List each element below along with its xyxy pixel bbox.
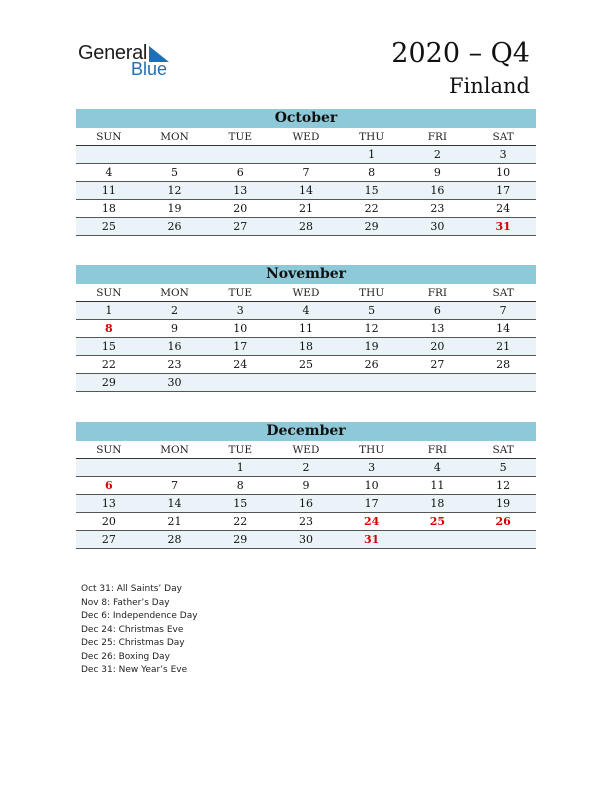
day-cell: 26 (339, 356, 405, 374)
day-cell: 30 (405, 218, 471, 236)
weekday-header: FRI (405, 284, 471, 302)
day-cell: 3 (339, 459, 405, 477)
day-cell: 19 (470, 495, 536, 513)
day-cell: 15 (339, 182, 405, 200)
month-name: October (76, 109, 536, 128)
brand-logo (78, 42, 188, 82)
month-grid (76, 284, 536, 392)
day-cell: 13 (207, 182, 273, 200)
empty-cell (405, 374, 471, 392)
weekday-header: TUE (207, 128, 273, 146)
day-cell: 3 (207, 302, 273, 320)
weekday-header: TUE (207, 284, 273, 302)
day-cell: 26 (142, 218, 208, 236)
day-cell: 4 (405, 459, 471, 477)
day-cell: 26 (470, 513, 536, 531)
week-row (76, 320, 536, 338)
empty-cell (142, 146, 208, 164)
day-cell: 13 (76, 495, 142, 513)
holiday-note: Dec 6: Independence Day (81, 611, 198, 621)
month-december (76, 422, 536, 549)
day-cell: 1 (339, 146, 405, 164)
weekday-header: MON (142, 284, 208, 302)
month-grid (76, 441, 536, 549)
day-cell: 23 (273, 513, 339, 531)
day-cell: 18 (76, 200, 142, 218)
day-cell: 12 (339, 320, 405, 338)
country-name: Finland (448, 74, 530, 98)
weekday-header: THU (339, 441, 405, 459)
day-cell: 9 (405, 164, 471, 182)
day-cell: 25 (76, 218, 142, 236)
week-row (76, 164, 536, 182)
weekday-header: FRI (405, 128, 471, 146)
day-cell: 17 (470, 182, 536, 200)
empty-cell (207, 146, 273, 164)
week-row (76, 356, 536, 374)
month-october (76, 109, 536, 236)
holiday-note: Oct 31: All Saints’ Day (81, 584, 182, 594)
day-cell: 27 (405, 356, 471, 374)
weekday-header: SAT (470, 441, 536, 459)
day-cell: 9 (142, 320, 208, 338)
day-cell: 21 (142, 513, 208, 531)
weekday-header: SUN (76, 128, 142, 146)
day-cell: 11 (76, 182, 142, 200)
week-row (76, 302, 536, 320)
day-cell: 16 (405, 182, 471, 200)
day-cell: 28 (470, 356, 536, 374)
empty-cell (273, 146, 339, 164)
day-cell: 21 (470, 338, 536, 356)
day-cell: 4 (273, 302, 339, 320)
day-cell: 15 (76, 338, 142, 356)
day-cell: 5 (470, 459, 536, 477)
weekday-header: SUN (76, 284, 142, 302)
day-cell: 14 (142, 495, 208, 513)
month-november (76, 265, 536, 392)
page-title: 2020 – Q4 (391, 38, 530, 69)
weekday-header: WED (273, 128, 339, 146)
empty-cell (142, 459, 208, 477)
day-cell: 5 (339, 302, 405, 320)
day-cell: 7 (470, 302, 536, 320)
empty-cell (470, 374, 536, 392)
week-row (76, 531, 536, 549)
holiday-note: Nov 8: Father’s Day (81, 597, 170, 608)
day-cell: 22 (207, 513, 273, 531)
day-cell: 21 (273, 200, 339, 218)
week-row (76, 218, 536, 236)
holiday-notes (81, 583, 198, 678)
day-cell: 28 (142, 531, 208, 549)
weekday-header: SAT (470, 284, 536, 302)
day-cell: 7 (273, 164, 339, 182)
day-cell: 12 (470, 477, 536, 495)
weekday-header: TUE (207, 441, 273, 459)
day-cell: 8 (339, 164, 405, 182)
day-cell: 29 (76, 374, 142, 392)
day-cell: 10 (207, 320, 273, 338)
day-cell: 27 (76, 531, 142, 549)
day-cell: 2 (405, 146, 471, 164)
holiday-note: Dec 25: Christmas Day (81, 638, 185, 648)
day-cell: 4 (76, 164, 142, 182)
day-cell: 20 (76, 513, 142, 531)
day-cell: 1 (76, 302, 142, 320)
day-cell: 24 (470, 200, 536, 218)
day-cell: 2 (273, 459, 339, 477)
day-cell: 19 (142, 200, 208, 218)
weekday-header: WED (273, 441, 339, 459)
holiday-note: Dec 24: Christmas Eve (81, 624, 184, 635)
day-cell: 30 (142, 374, 208, 392)
day-cell: 3 (470, 146, 536, 164)
day-cell: 31 (339, 531, 405, 549)
week-row (76, 182, 536, 200)
empty-cell (339, 374, 405, 392)
day-cell: 16 (273, 495, 339, 513)
week-row (76, 495, 536, 513)
day-cell: 25 (405, 513, 471, 531)
weekday-header: MON (142, 441, 208, 459)
day-cell: 23 (405, 200, 471, 218)
day-cell: 24 (207, 356, 273, 374)
day-cell: 6 (207, 164, 273, 182)
day-cell: 11 (405, 477, 471, 495)
day-cell: 5 (142, 164, 208, 182)
weekday-header: THU (339, 128, 405, 146)
day-cell: 31 (470, 218, 536, 236)
day-cell: 18 (273, 338, 339, 356)
day-cell: 13 (405, 320, 471, 338)
month-name: November (76, 265, 536, 284)
day-cell: 30 (273, 531, 339, 549)
day-cell: 19 (339, 338, 405, 356)
day-cell: 20 (405, 338, 471, 356)
holiday-note: Dec 31: New Year’s Eve (81, 665, 188, 675)
weekday-header: THU (339, 284, 405, 302)
day-cell: 28 (273, 218, 339, 236)
week-row (76, 200, 536, 218)
day-cell: 2 (142, 302, 208, 320)
day-cell: 29 (339, 218, 405, 236)
day-cell: 9 (273, 477, 339, 495)
day-cell: 23 (142, 356, 208, 374)
day-cell: 17 (339, 495, 405, 513)
day-cell: 22 (76, 356, 142, 374)
day-cell: 16 (142, 338, 208, 356)
week-row (76, 477, 536, 495)
day-cell: 25 (273, 356, 339, 374)
day-cell: 6 (76, 477, 142, 495)
weekday-header: WED (273, 284, 339, 302)
day-cell: 12 (142, 182, 208, 200)
empty-cell (76, 146, 142, 164)
empty-cell (405, 531, 471, 549)
day-cell: 17 (207, 338, 273, 356)
empty-cell (273, 374, 339, 392)
day-cell: 7 (142, 477, 208, 495)
empty-cell (76, 459, 142, 477)
brand-blue-text: Blue (131, 59, 168, 79)
day-cell: 22 (339, 200, 405, 218)
day-cell: 8 (207, 477, 273, 495)
day-cell: 11 (273, 320, 339, 338)
day-cell: 14 (273, 182, 339, 200)
day-cell: 1 (207, 459, 273, 477)
weekday-header: SUN (76, 441, 142, 459)
empty-cell (470, 531, 536, 549)
weekday-header: SAT (470, 128, 536, 146)
day-cell: 10 (470, 164, 536, 182)
week-row (76, 374, 536, 392)
week-row (76, 513, 536, 531)
day-cell: 29 (207, 531, 273, 549)
day-cell: 6 (405, 302, 471, 320)
day-cell: 10 (339, 477, 405, 495)
week-row (76, 459, 536, 477)
week-row (76, 146, 536, 164)
month-grid (76, 128, 536, 236)
day-cell: 14 (470, 320, 536, 338)
weekday-header: MON (142, 128, 208, 146)
day-cell: 27 (207, 218, 273, 236)
day-cell: 20 (207, 200, 273, 218)
week-row (76, 338, 536, 356)
weekday-header: FRI (405, 441, 471, 459)
day-cell: 18 (405, 495, 471, 513)
day-cell: 24 (339, 513, 405, 531)
holiday-note: Dec 26: Boxing Day (81, 651, 170, 662)
month-name: December (76, 422, 536, 441)
day-cell: 15 (207, 495, 273, 513)
brand-general-text: General (78, 42, 148, 64)
day-cell: 8 (76, 320, 142, 338)
empty-cell (207, 374, 273, 392)
